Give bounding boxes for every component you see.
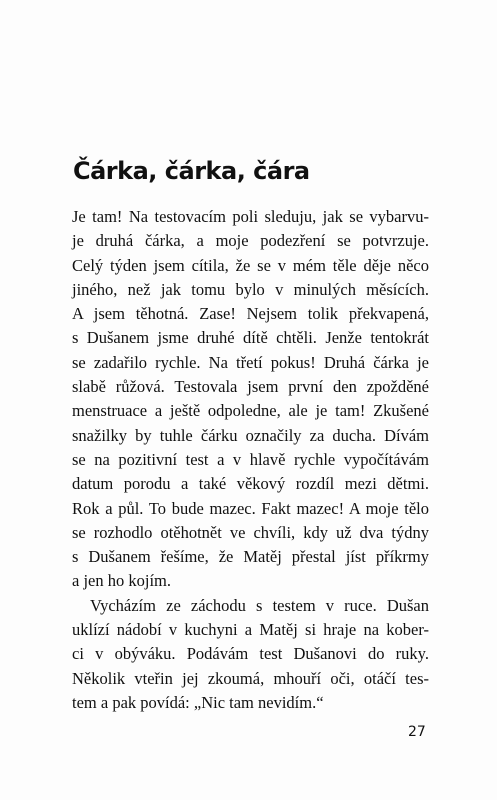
paragraph-2 — [72, 594, 429, 715]
text-line: datum porodu a také věkový rozdíl mezi dětmi. — [72, 474, 429, 494]
text-line: uklízí nádobí v kuchyni a Matěj si hraje na kober- — [72, 620, 429, 640]
text-line: se zadařilo rychle. Na třetí pokus! Druhá čárka je — [72, 352, 429, 372]
text-line: Rok a půl. To bude mazec. Fakt mazec! A moje tělo — [72, 498, 429, 518]
text-line: tem a pak povídá: „Nic tam nevidím.“ — [72, 692, 324, 712]
chapter-title: Čárka, čárka, čára — [73, 157, 310, 185]
text-line: Celý týden jsem cítila, že se v mém těle děje něco — [72, 255, 429, 275]
page-number: 27 — [408, 724, 426, 740]
text-line: jiného, než jak tomu bylo v minulých měsících. — [72, 279, 429, 299]
body-text — [72, 205, 429, 715]
text-line: s Dušanem jsme druhé dítě chtěli. Jenže tentokrát — [72, 328, 429, 348]
text-line: s Dušanem řešíme, že Matěj přestal jíst příkrmy — [72, 547, 429, 567]
text-line: se na pozitivní test a v hlavě rychle vypočítávám — [72, 449, 429, 469]
text-line: je druhá čárka, a moje podezření se potvrzuje. — [72, 231, 429, 251]
text-line: a jen ho kojím. — [72, 571, 171, 591]
text-line: Je tam! Na testovacím poli sleduju, jak se vybarvu- — [72, 207, 429, 226]
text-line: Několik vteřin jej zkoumá, mhouří oči, otáčí tes- — [72, 668, 429, 688]
text-line: A jsem těhotná. Zase! Nejsem tolik překvapená, — [72, 304, 429, 324]
paragraph-1 — [72, 205, 429, 594]
text-line: snažilky by tuhle čárku označily za ducha. Dívám — [72, 425, 429, 445]
text-line: slabě růžová. Testovala jsem první den zpožděné — [72, 377, 429, 397]
text-line: se rozhodlo otěhotnět ve chvíli, kdy už dva týdny — [72, 522, 429, 542]
text-line: Vycházím ze záchodu s testem v ruce. Dušan — [90, 595, 429, 615]
text-line: menstruace a ještě odpoledne, ale je tam! Zkušené — [72, 401, 429, 421]
text-line: ci v obýváku. Podávám test Dušanovi do ruky. — [72, 644, 429, 664]
